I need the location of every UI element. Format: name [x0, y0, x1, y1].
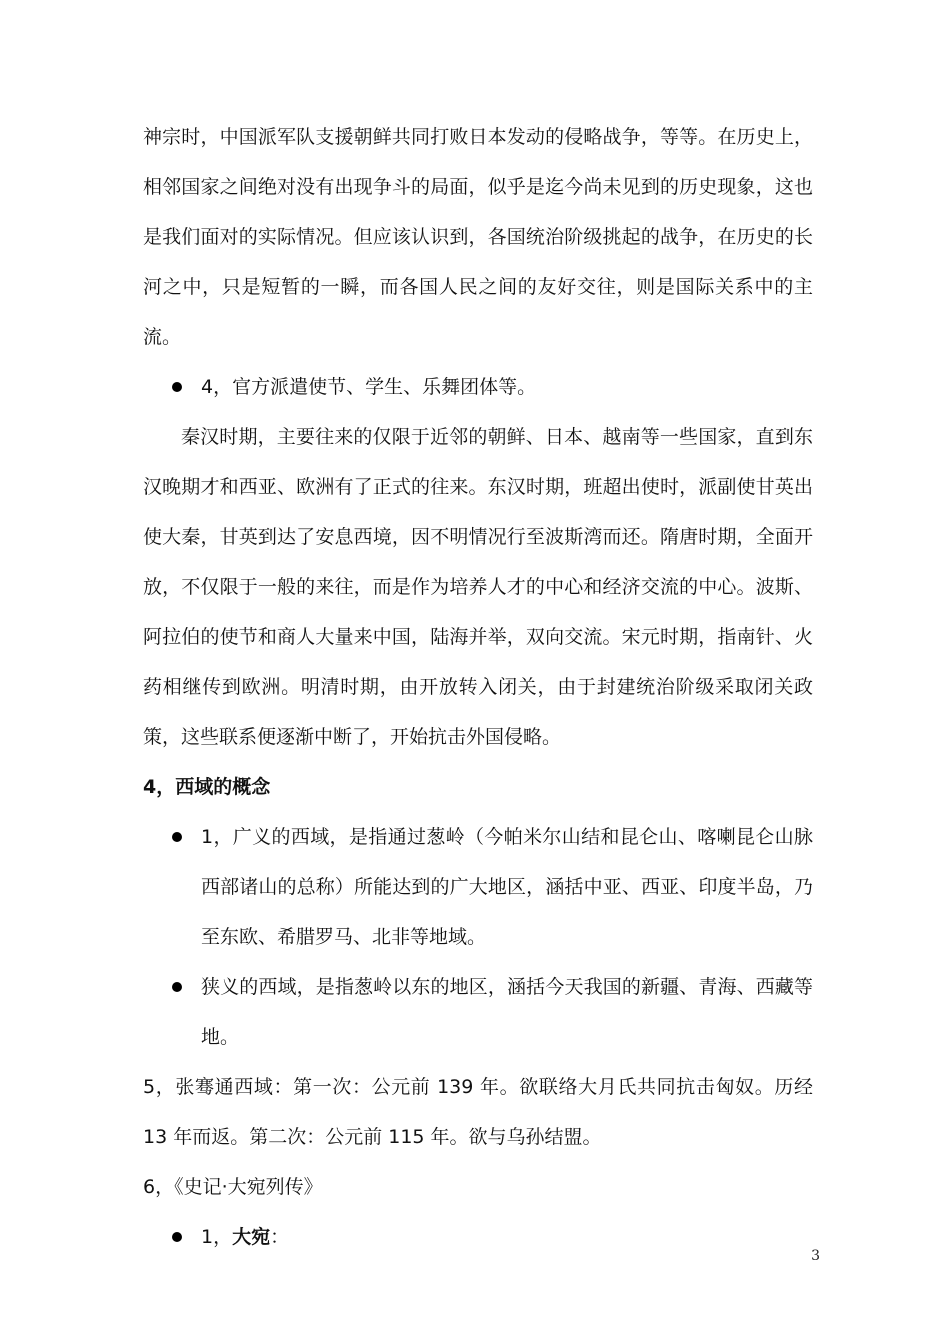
bullet-bold-term: 大宛	[232, 1226, 271, 1248]
bullet-dot-icon	[172, 382, 182, 392]
paragraph-zhang-qian: 5，张骞通西域：第一次：公元前 139 年。欲联络大月氏共同抗击匈奴。历经 13 年而返。第二次：公元前 115 年。欲与乌孙结盟。	[143, 1076, 813, 1148]
document-body	[143, 112, 813, 1262]
bullet-text: 狭义的西域，是指葱岭以东的地区，涵括今天我国的新疆、青海、西藏等地。	[201, 976, 813, 1048]
bullet-item-official-envoys	[143, 362, 813, 412]
bullet-dot-icon	[172, 982, 182, 992]
bullet-item-broad-definition	[143, 812, 813, 962]
paragraph-intro: 神宗时，中国派军队支援朝鲜共同打败日本发动的侵略战争，等等。在历史上，相邻国家之间绝对没有出现争斗的局面，似乎是迄今尚未见到的历史现象，这也是我们面对的实际情况。但应该认识到，各国统治阶级挑起的战争，在历史的长河之中，只是短暂的一瞬，而各国人民之间的友好交往，则是国际关系中的主流。	[143, 126, 813, 348]
section-heading-western-regions: 4，西域的概念	[143, 776, 271, 798]
page-number: 3	[811, 1248, 820, 1264]
bullet-prefix: 1，	[201, 1226, 233, 1248]
paragraph-history: 秦汉时期，主要往来的仅限于近邻的朝鲜、日本、越南等一些国家，直到东汉晚期才和西亚、欧洲有了正式的往来。东汉时期，班超出使时，派副使甘英出使大秦，甘英到达了安息西境，因不明情况行至波斯湾而还。隋唐时期，全面开放，不仅限于一般的来往，而是作为培养人才的中心和经济交流的中心。波斯、阿拉伯的使节和商人大量来中国，陆海并举，双向交流。宋元时期，指南针、火药相继传到欧洲。明清时期，由开放转入闭关，由于封建统治阶级采取闭关政策，这些联系便逐渐中断了，开始抗击外国侵略。	[143, 426, 813, 748]
bullet-item-narrow-definition	[143, 962, 813, 1062]
bullet-suffix: ：	[270, 1226, 290, 1248]
section-heading-shiji: 6，《史记·大宛列传》	[143, 1176, 323, 1198]
bullet-dot-icon	[172, 832, 182, 842]
bullet-dot-icon	[172, 1232, 182, 1242]
bullet-text: 1，广义的西域，是指通过葱岭（今帕米尔山结和昆仑山、喀喇昆仑山脉西部诸山的总称）所能达到的广大地区，涵括中亚、西亚、印度半岛，乃至东欧、希腊罗马、北非等地域。	[201, 826, 813, 948]
bullet-item-dayuan	[143, 1212, 813, 1262]
bullet-text: 4，官方派遣使节、学生、乐舞团体等。	[201, 376, 537, 398]
